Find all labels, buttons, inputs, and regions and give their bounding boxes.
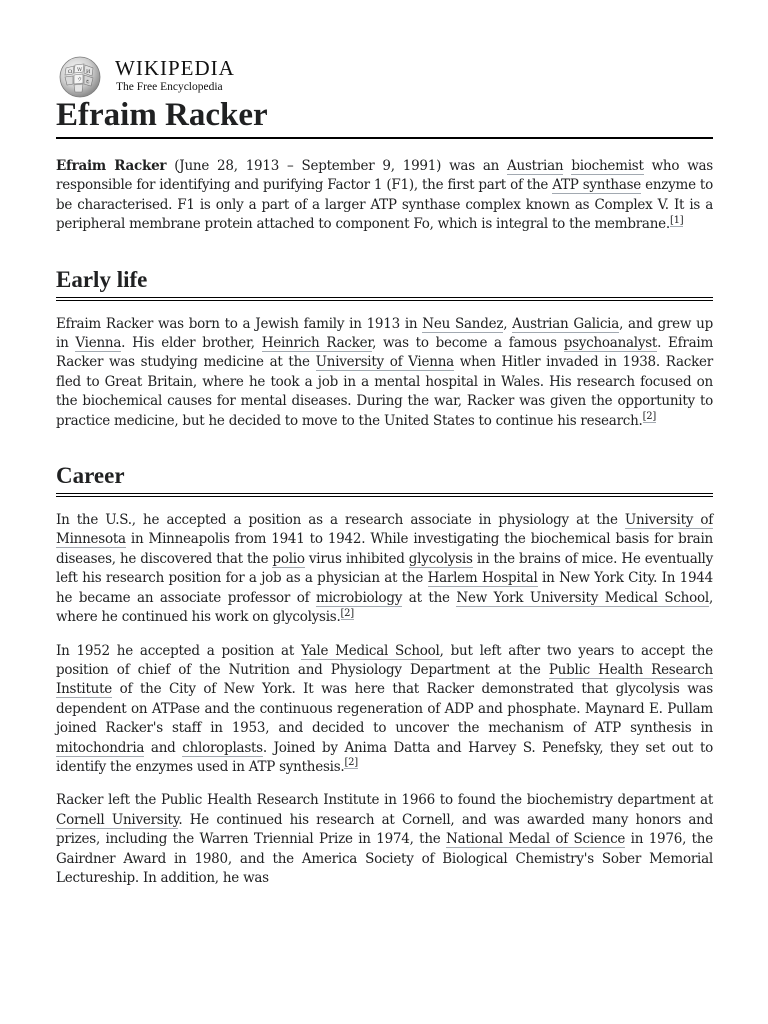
wordmark: WIKIPEDIA xyxy=(115,56,235,80)
career-paragraph-2 xyxy=(56,642,713,778)
text: at the xyxy=(402,589,457,606)
text: . Efraim Racker was studying medicine at the xyxy=(56,335,713,371)
text: . Joined by Anima Datta and Harvey S. Penefsky, they set out to identify the enzymes used in ATP synthesis. xyxy=(56,739,713,775)
reference-link[interactable]: [2] xyxy=(340,607,354,619)
text: when Hitler invaded in 1938. Racker fled to Great Britain, where he took a job in a mental hospital in Wales. His research focused on the biochemical causes for mental diseases. During the war, Racker was given the opportunity to practice medicine, but he decided to move to the United States to continue his research. xyxy=(56,354,713,429)
link-heinrich-racker[interactable]: Heinrich Racker xyxy=(261,335,373,352)
reference-1 xyxy=(670,215,683,227)
reference-2 xyxy=(341,608,354,620)
text: , was to become a famous xyxy=(372,335,564,352)
reference-2 xyxy=(643,411,656,423)
text: enzyme to be characterised. F1 is only a part of a larger ATP synthase complex known as Complex V. It is a peripheral membrane protein attached to component Fo, which is integral to the membrane. xyxy=(56,177,713,233)
career-paragraph-3 xyxy=(56,791,713,888)
text: In the U.S., he accepted a position as a research associate in physiology at the xyxy=(56,512,625,529)
article-subject: Efraim Racker xyxy=(56,158,167,174)
link-mitochondria[interactable]: mitochondria xyxy=(56,739,145,756)
text: and xyxy=(144,739,183,756)
link-public-health-research-institute[interactable]: Public Health Research Institute xyxy=(56,661,713,698)
svg-text:W: W xyxy=(77,67,83,73)
link-vienna[interactable]: Vienna xyxy=(75,335,122,352)
link-cornell-university[interactable]: Cornell University xyxy=(56,811,179,828)
text: in New York City. In 1944 he became an associate professor of xyxy=(56,570,713,606)
site-logo[interactable] xyxy=(56,54,236,98)
link-glycolysis[interactable]: glycolysis xyxy=(408,550,473,567)
text: , where he continued his work on glycolysis. xyxy=(56,589,713,626)
link-university-of-minnesota[interactable]: University of Minnesota xyxy=(56,512,713,548)
link-yale-medical-school[interactable]: Yale Medical School xyxy=(300,642,440,659)
text: in the brains of mice. He eventually left his research position for a job as a physician at the xyxy=(56,550,714,587)
svg-text:ウ: ウ xyxy=(77,77,83,83)
link-austrian[interactable]: Austrian xyxy=(507,158,564,174)
text: Efraim Racker was born to a Jewish family in 1913 in xyxy=(56,315,423,332)
link-atp-synthase[interactable]: ATP synthase xyxy=(552,177,642,194)
reference-link[interactable]: [2] xyxy=(344,757,358,769)
link-harlem-hospital[interactable]: Harlem Hospital xyxy=(427,570,538,587)
text: . He continued his research at Cornell, and was awarded many honors and prizes, including the Warren Triennial Prize in 1974, the xyxy=(56,811,714,848)
svg-text:И: И xyxy=(86,69,91,75)
link-chloroplasts[interactable]: chloroplasts xyxy=(182,739,263,756)
link-microbiology[interactable]: microbiology xyxy=(316,589,403,606)
text: of the City of New York. It was here that Racker demonstrated that glycolysis was dependent on ATPase and the continuous regeneration of ADP and phosphate. Maynard E. Pullam joined Racker's staff in 1953, and decided to uncover the mechanism of ATP synthesis in xyxy=(56,681,713,737)
page-title: Efraim Racker xyxy=(56,94,713,139)
text: . His elder brother, xyxy=(121,335,262,352)
text: In 1952 he accepted a position at xyxy=(56,642,301,659)
text: who was responsible for identifying and purifying Factor 1 (F1), the first part of the xyxy=(56,158,713,194)
section-heading-career: Career xyxy=(56,461,713,497)
link-biochemist[interactable]: biochemist xyxy=(571,158,644,174)
text: (June 28, 1913 – September 9, 1991) was an xyxy=(166,158,508,174)
link-austrian-galicia[interactable]: Austrian Galicia xyxy=(512,315,620,332)
career-paragraph-1 xyxy=(56,511,713,627)
text: virus inhibited xyxy=(304,550,409,567)
tagline: The Free Encyclopedia xyxy=(116,81,223,93)
text: in 1976, the Gairdner Award in 1980, and the America Society of Biological Chemistry's Sober Memorial Lectureship. In addition, he was xyxy=(56,831,713,886)
svg-text:Ω: Ω xyxy=(68,69,73,75)
early-life-paragraph xyxy=(56,315,713,431)
link-polio[interactable]: polio xyxy=(272,550,305,567)
intro-paragraph xyxy=(56,157,713,235)
text: in Minneapolis from 1941 to 1942. While investigating the biochemical basis for brain diseases, he discovered that the xyxy=(56,531,713,567)
link-neu-sandez[interactable]: Neu Sandez xyxy=(422,315,504,332)
reference-link[interactable]: [1] xyxy=(669,214,684,226)
link-national-medal-of-science[interactable]: National Medal of Science xyxy=(446,831,626,848)
link-nyu-medical-school[interactable]: New York University Medical School xyxy=(456,589,709,606)
text: , xyxy=(503,315,513,332)
reference-2 xyxy=(344,757,357,769)
article-body xyxy=(56,157,713,902)
link-university-of-vienna[interactable]: University of Vienna xyxy=(315,354,454,371)
text: , and grew up in xyxy=(56,315,713,352)
wikipedia-globe-icon xyxy=(56,54,104,98)
svg-text:ج: ج xyxy=(86,78,90,84)
text: Racker left the Public Health Research Institute in 1966 to found the biochemistry department at xyxy=(56,792,713,809)
text: , but left after two years to accept the position of chief of the Nutrition and Physiology Department at the xyxy=(56,642,713,678)
reference-link[interactable]: [2] xyxy=(642,411,657,423)
section-heading-early-life: Early life xyxy=(56,265,713,301)
link-psychoanalyst[interactable]: psychoanalyst xyxy=(563,335,658,352)
